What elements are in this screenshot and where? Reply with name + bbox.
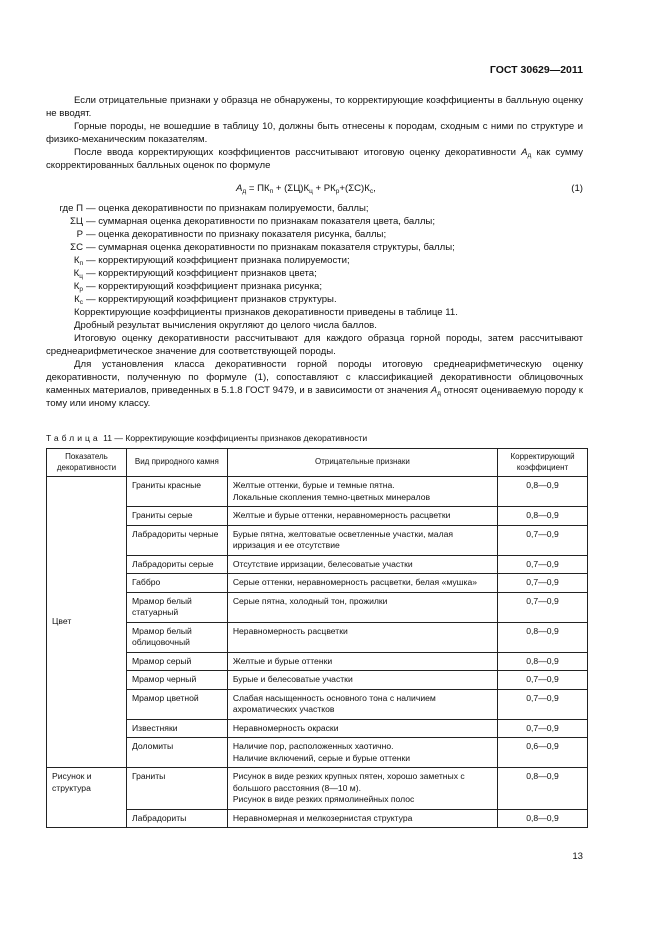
symbol-sub: д [437, 390, 441, 397]
table-row [47, 477, 588, 507]
cell-stone: Лабрадориты [126, 809, 227, 828]
table-row [47, 592, 588, 622]
paragraph-text: После ввода корректирующих коэффициентов рассчитывают итоговую оценку декоративности [74, 147, 522, 158]
cell-signs-line: Наличие пор, расположенных хаотично. [232, 741, 394, 751]
cell-stone: Лабрадориты серые [126, 555, 227, 574]
cell-signs-line: Рисунок в виде резких крупных пятен, хорошо заметных с большого расстояния (8—10 м). [232, 771, 465, 793]
definition-row [46, 267, 583, 280]
formula-sub: с [369, 188, 374, 195]
definition-symbol: К [74, 294, 80, 305]
cell-signs-line: Желтые оттенки, бурые и темные пятна. [232, 480, 395, 490]
variable-definitions [46, 202, 583, 306]
cell-coefficient: 0,7—0,9 [498, 525, 588, 555]
cell-indicator: Цвет [47, 477, 127, 768]
cell-coefficient: 0,7—0,9 [498, 574, 588, 593]
definition-symbol-wrap [46, 280, 86, 293]
definition-row [46, 241, 583, 254]
cell-coefficient: 0,8—0,9 [498, 768, 588, 810]
cell-signs-line: Рисунок в виде резких прямолинейных полос [232, 794, 415, 804]
table-row [47, 671, 588, 690]
formula-term: , [373, 183, 376, 194]
definition-symbol: ΣЦ [69, 216, 83, 227]
definition-symbol-sub: ц [79, 273, 83, 280]
definition-symbol: где П [59, 203, 83, 214]
paragraph [46, 358, 583, 410]
definition-symbol-wrap [46, 293, 86, 306]
cell-coefficient: 0,8—0,9 [498, 622, 588, 652]
paragraph: Если отрицательные признаки у образца не обнаружены, то корректирующие коэффициенты в балльную оценку не вводят. [46, 95, 583, 119]
definition-row [46, 293, 583, 306]
cell-coefficient: 0,8—0,9 [498, 507, 588, 526]
cell-signs-line: Неравномерная и мелкозернистая структура [232, 812, 413, 823]
cell-signs-line: Серые оттенки, неравномерность расцветки, белая «мушка» [232, 577, 478, 587]
table-caption-word: Таблица [46, 433, 101, 443]
paragraph-text: как сумму скорректированных балльных оценок по формуле [46, 147, 583, 171]
cell-signs [227, 507, 497, 526]
table-row [47, 652, 588, 671]
definition-text: — суммарная оценка декоративности по признакам показателя структуры, баллы; [86, 242, 455, 253]
page-number: 13 [572, 851, 583, 862]
cell-stone: Граниты [126, 768, 227, 810]
formula-expression [236, 182, 376, 195]
formula-term: + (ΣЦ)К [273, 183, 310, 194]
symbol-sub: д [527, 152, 532, 159]
definition-symbol-wrap [46, 202, 86, 215]
formula-sub: п [269, 188, 274, 195]
definition-text: — корректирующий коэффициент признака рисунка; [86, 281, 323, 292]
definition-row [46, 215, 583, 228]
cell-signs [227, 477, 497, 507]
table-row [47, 738, 588, 768]
table-row [47, 574, 588, 593]
cell-coefficient: 0,7—0,9 [498, 671, 588, 690]
cell-stone: Мрамор серый [126, 652, 227, 671]
cell-signs [227, 719, 497, 738]
table-row [47, 555, 588, 574]
cell-stone: Граниты серые [126, 507, 227, 526]
formula-sub: ц [309, 188, 313, 195]
table-header-row [47, 449, 588, 477]
cell-coefficient: 0,8—0,9 [498, 652, 588, 671]
cell-stone: Доломиты [126, 738, 227, 768]
definition-row [46, 280, 583, 293]
cell-signs-line: Неравномерность расцветки [232, 625, 348, 636]
formula-number: (1) [571, 183, 583, 194]
cell-stone: Мрамор белый статуарный [126, 592, 227, 622]
cell-signs-line: Желтые и бурые оттенки, неравномерность расцветки [232, 510, 451, 520]
table-body [47, 477, 588, 828]
definition-row [46, 254, 583, 267]
formula-term: +(ΣС)К [339, 183, 370, 194]
paragraph: Дробный результат вычисления округляют до целого числа баллов. [74, 320, 377, 331]
definition-symbol: ΣС [70, 242, 83, 253]
cell-signs-line: Наличие включений, серые и бурые оттенки [232, 752, 411, 763]
formula-term: + РК [312, 183, 336, 194]
definition-symbol: К [73, 281, 80, 292]
definition-symbol: К [73, 255, 80, 266]
definition-symbol: К [73, 268, 80, 279]
definition-symbol-wrap [46, 241, 86, 254]
definition-text: — корректирующий коэффициент признаков цвета; [86, 268, 317, 279]
cell-stone: Лабрадориты черные [126, 525, 227, 555]
cell-signs-line: Слабая насыщенность основного тона с наличием ахроматических участков [232, 692, 436, 714]
body-text [46, 94, 583, 410]
cell-coefficient: 0,7—0,9 [498, 689, 588, 719]
header-stone: Вид природного камня [126, 449, 227, 477]
table-caption [46, 432, 367, 445]
table-row [47, 809, 588, 828]
cell-signs-line: Локальные скопления темно-цветных минералов [232, 491, 431, 502]
formula-lhs: А [236, 183, 243, 194]
definition-text: — оценка декоративности по признаку показателя рисунка, баллы; [86, 229, 387, 240]
definition-row [46, 202, 583, 215]
header-coefficient: Корректирующий коэффициент [498, 449, 588, 477]
definition-row [46, 228, 583, 241]
cell-signs [227, 738, 497, 768]
symbol: А [430, 385, 438, 396]
cell-signs [227, 525, 497, 555]
definition-symbol: Р [76, 229, 83, 240]
definition-text: — оценка декоративности по признакам полируемости, баллы; [86, 203, 369, 214]
cell-signs [227, 555, 497, 574]
cell-signs [227, 768, 497, 810]
cell-stone: Мрамор черный [126, 671, 227, 690]
header-indicator: Показатель декоративности [47, 449, 127, 477]
cell-stone: Мрамор белый облицовочный [126, 622, 227, 652]
cell-signs-line: Серые пятна, холодный тон, прожилки [232, 595, 388, 606]
definition-symbol-sub: с [79, 299, 83, 306]
table-row [47, 689, 588, 719]
definition-symbol-wrap [46, 254, 86, 267]
cell-signs-line: Бурые и белесоватые участки [232, 674, 353, 684]
definition-symbol-wrap [46, 215, 86, 228]
paragraph [46, 146, 583, 172]
table-row [47, 525, 588, 555]
header-signs: Отрицательные признаки [227, 449, 497, 477]
cell-signs [227, 652, 497, 671]
cell-stone: Габбро [126, 574, 227, 593]
paragraph: Горные породы, не вошедшие в таблицу 10, должны быть отнесены к породам, сходным с ними по структуре и физико-механическим показателям. [46, 121, 583, 145]
paragraph-text: относят оцениваемую породу к тому или иному классу. [46, 385, 583, 409]
table-row [47, 507, 588, 526]
cell-signs-line: Неравномерность окраски [232, 722, 339, 733]
coefficients-table [46, 448, 588, 828]
cell-coefficient: 0,7—0,9 [498, 555, 588, 574]
table-row [47, 768, 588, 810]
cell-coefficient: 0,8—0,9 [498, 809, 588, 828]
cell-stone: Граниты красные [126, 477, 227, 507]
cell-signs [227, 671, 497, 690]
cell-coefficient: 0,6—0,9 [498, 738, 588, 768]
paragraph: Корректирующие коэффициенты признаков декоративности приведены в таблице 11. [74, 307, 458, 318]
cell-signs-line: Бурые пятна, желтоватые осветленные участки, малая ирризация и ее отсутствие [232, 528, 454, 550]
table-row [47, 622, 588, 652]
cell-signs [227, 809, 497, 828]
definition-text: — суммарная оценка декоративности по признакам показателя цвета, баллы; [86, 216, 435, 227]
paragraph: Итоговую оценку декоративности рассчитывают для каждого образца горной породы, затем рассчитывают среднеарифметическое значение для соответствующей породы. [46, 333, 583, 357]
definition-text: — корректирующий коэффициент признака полируемости; [86, 255, 350, 266]
definition-symbol-wrap [46, 267, 86, 280]
cell-signs [227, 622, 497, 652]
cell-stone: Мрамор цветной [126, 689, 227, 719]
cell-signs-line: Отсутствие ирризации, белесоватые участки [232, 558, 413, 569]
cell-signs [227, 689, 497, 719]
table-row [47, 719, 588, 738]
standard-header: ГОСТ 30629—2011 [489, 64, 583, 76]
definition-symbol-wrap [46, 228, 86, 241]
cell-indicator: Рисунок и структура [47, 768, 127, 828]
cell-coefficient: 0,7—0,9 [498, 592, 588, 622]
formula-sub: д [242, 188, 247, 195]
definition-symbol-sub: п [79, 260, 83, 267]
formula-term: = ПК [246, 183, 270, 194]
formula-sub: р [335, 188, 340, 195]
cell-signs-line: Желтые и бурые оттенки [232, 655, 333, 666]
paragraph-text: Для установления класса декоративности горной породы итоговую среднеарифметическую оценку декоративности, полученную по формуле (1), сопоставляют с классификацией декоративности облицовочных каменных материалов, приведенных в 5.1.8 ГОСТ 9479, и в зависимости от значения [46, 359, 583, 396]
symbol: А [521, 147, 528, 158]
cell-stone: Известняки [126, 719, 227, 738]
cell-signs [227, 592, 497, 622]
table-caption-text: 11 — Корректирующие коэффициенты признаков декоративности [103, 433, 368, 443]
formula [46, 176, 583, 200]
definition-text: — корректирующий коэффициент признаков структуры. [86, 294, 337, 305]
definition-symbol-sub: р [79, 286, 83, 293]
cell-coefficient: 0,7—0,9 [498, 719, 588, 738]
cell-signs [227, 574, 497, 593]
cell-coefficient: 0,8—0,9 [498, 477, 588, 507]
